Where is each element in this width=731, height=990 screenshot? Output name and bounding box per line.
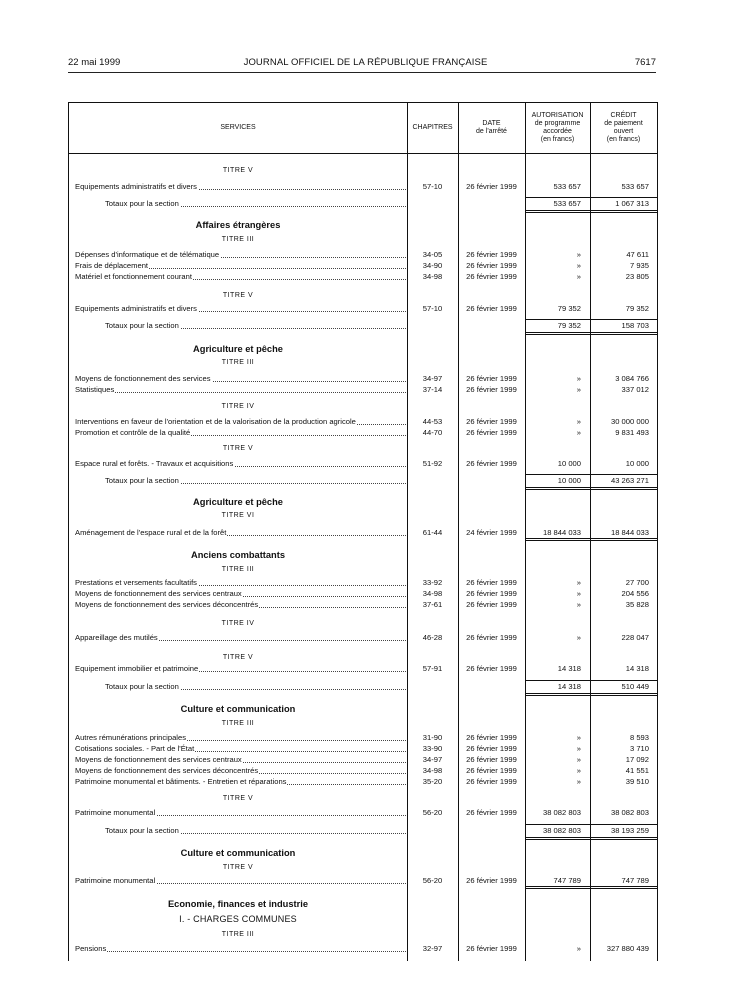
chapitre-cell: 33-92 — [422, 578, 443, 587]
chapitre-cell: 35-20 — [422, 777, 443, 786]
titre-heading — [69, 443, 657, 454]
chapitre-cell: 56-20 — [422, 808, 443, 817]
total-row — [69, 198, 657, 209]
titre-label: TITRE V — [222, 445, 254, 452]
service-cell — [75, 249, 406, 260]
titre-label: TITRE V — [222, 795, 254, 802]
service-label: Totaux pour la section — [105, 476, 179, 485]
service-label: Cotisations sociales. - Part de l'État — [75, 744, 195, 753]
autorisation-cell: » — [576, 633, 581, 642]
service-label: Totaux pour la section — [105, 321, 179, 330]
credit-cell: 38 193 259 — [610, 826, 649, 835]
titre-label: TITRE III — [221, 566, 255, 573]
table-row — [69, 527, 657, 538]
credit-cell: 533 657 — [621, 182, 649, 191]
date-cell: 26 février 1999 — [466, 428, 517, 437]
credit-cell: 510 449 — [621, 682, 649, 691]
date-cell: 26 février 1999 — [466, 304, 517, 313]
section-heading — [69, 343, 657, 356]
service-cell — [75, 943, 406, 954]
service-cell — [75, 599, 406, 610]
autorisation-cell: » — [576, 944, 581, 953]
service-label: Moyens de fonctionnement des services déconcentrés — [75, 766, 259, 775]
autorisation-cell: » — [576, 272, 581, 281]
date-cell: 26 février 1999 — [466, 250, 517, 259]
section-heading — [69, 847, 657, 860]
credit-cell: 35 828 — [625, 600, 649, 609]
date-cell: 24 février 1999 — [466, 528, 517, 537]
service-label: Equipements administratifs et divers — [75, 182, 197, 191]
header-rule — [68, 72, 656, 73]
section-label: Anciens combattants — [190, 550, 286, 560]
table-row — [69, 599, 657, 610]
service-cell — [75, 663, 406, 674]
chapitre-cell: 34-98 — [422, 766, 443, 775]
service-label: Prestations et versements facultatifs — [75, 578, 197, 587]
service-cell — [75, 416, 406, 427]
service-cell — [75, 527, 406, 538]
titre-heading — [69, 165, 657, 176]
double-rule — [525, 886, 657, 889]
header-date: 22 mai 1999 — [68, 57, 121, 68]
titre-heading — [69, 718, 657, 729]
credit-cell: 3 710 — [629, 744, 649, 753]
service-label: Moyens de fonctionnement des services — [75, 374, 211, 383]
credit-cell: 27 700 — [625, 578, 649, 587]
header-rule-bottom — [69, 153, 657, 154]
autorisation-cell: 79 352 — [557, 321, 581, 330]
double-rule — [525, 693, 657, 696]
titre-heading — [69, 793, 657, 804]
credit-cell: 38 082 803 — [610, 808, 649, 817]
date-cell: 26 février 1999 — [466, 766, 517, 775]
titre-label: TITRE IV — [221, 403, 255, 410]
date-cell: 26 février 1999 — [466, 876, 517, 885]
credit-cell: 14 318 — [625, 664, 649, 673]
credit-cell: 9 831 493 — [615, 428, 649, 437]
titre-label: TITRE IV — [221, 620, 255, 627]
autorisation-cell: » — [576, 261, 581, 270]
service-cell — [75, 588, 406, 599]
subsection-heading — [69, 914, 657, 925]
table-row — [69, 743, 657, 754]
credit-cell: 41 551 — [625, 766, 649, 775]
autorisation-cell: » — [576, 733, 581, 742]
autorisation-cell: » — [576, 428, 581, 437]
section-heading — [69, 898, 657, 911]
page-number: 7617 — [634, 57, 656, 68]
total-label — [105, 198, 406, 209]
total-row — [69, 475, 657, 486]
chapitre-cell: 46-28 — [422, 633, 443, 642]
credit-cell: 23 805 — [625, 272, 649, 281]
table-row — [69, 427, 657, 438]
service-cell — [75, 743, 406, 754]
titre-heading — [69, 618, 657, 629]
titre-heading — [69, 234, 657, 245]
credit-cell: 8 593 — [629, 733, 649, 742]
service-cell — [75, 754, 406, 765]
table-row — [69, 663, 657, 674]
date-cell: 26 février 1999 — [466, 578, 517, 587]
service-label: Autres rémunérations principales — [75, 733, 187, 742]
table-row — [69, 765, 657, 776]
column-header-autorisation: AUTORISATION de programme accordée (en francs) — [531, 112, 584, 143]
chapitre-cell: 31-90 — [422, 733, 443, 742]
autorisation-cell: » — [576, 374, 581, 383]
section-heading — [69, 549, 657, 562]
chapitre-cell: 61-44 — [422, 528, 443, 537]
table-row — [69, 807, 657, 818]
chapitre-cell: 34-05 — [422, 250, 443, 259]
service-label: Equipements administratifs et divers — [75, 304, 197, 313]
credit-cell: 10 000 — [625, 459, 649, 468]
service-label: Patrimoine monumental — [75, 876, 156, 885]
table-row — [69, 732, 657, 743]
autorisation-cell: 38 082 803 — [542, 808, 581, 817]
service-label: Patrimoine monumental et bâtiments. - Entretien et réparations — [75, 777, 287, 786]
titre-heading — [69, 652, 657, 663]
date-cell: 26 février 1999 — [466, 374, 517, 383]
date-cell: 26 février 1999 — [466, 664, 517, 673]
autorisation-cell: 747 789 — [553, 876, 581, 885]
titre-heading — [69, 862, 657, 873]
total-row — [69, 681, 657, 692]
section-heading — [69, 496, 657, 509]
service-cell — [75, 384, 406, 395]
table-row — [69, 577, 657, 588]
chapitre-cell: 44-70 — [422, 428, 443, 437]
credit-cell: 3 084 766 — [615, 374, 649, 383]
chapitre-cell: 44-53 — [422, 417, 443, 426]
budget-table — [68, 102, 658, 961]
service-label: Moyens de fonctionnement des services centraux — [75, 589, 242, 598]
chapitre-cell: 57-10 — [422, 304, 443, 313]
section-heading — [69, 703, 657, 716]
date-cell: 26 février 1999 — [466, 733, 517, 742]
service-cell — [75, 732, 406, 743]
credit-cell: 7 935 — [629, 261, 649, 270]
service-label: Interventions en faveur de l'orientation et de la valorisation de la production agricole — [75, 417, 356, 426]
column-header-date: DATE de l'arrêté — [476, 120, 507, 135]
autorisation-cell: 14 318 — [557, 682, 581, 691]
date-cell: 26 février 1999 — [466, 182, 517, 191]
date-cell: 26 février 1999 — [466, 633, 517, 642]
date-cell: 26 février 1999 — [466, 944, 517, 953]
service-label: Dépenses d'informatique et de télématique — [75, 250, 220, 259]
service-cell — [75, 875, 406, 886]
chapitre-cell: 32-97 — [422, 944, 443, 953]
section-label: Culture et communication — [180, 848, 296, 858]
credit-cell: 30 000 000 — [610, 417, 649, 426]
chapitre-cell: 34-97 — [422, 755, 443, 764]
date-cell: 26 février 1999 — [466, 417, 517, 426]
table-row — [69, 875, 657, 886]
date-cell: 26 février 1999 — [466, 755, 517, 764]
titre-label: TITRE V — [222, 654, 254, 661]
column-header-services: SERVICES — [220, 124, 256, 131]
service-cell — [75, 181, 406, 192]
titre-heading — [69, 929, 657, 940]
date-cell: 26 février 1999 — [466, 272, 517, 281]
total-label — [105, 825, 406, 836]
date-cell: 26 février 1999 — [466, 261, 517, 270]
service-label: Moyens de fonctionnement des services déconcentrés — [75, 600, 259, 609]
table-row — [69, 458, 657, 469]
section-heading — [69, 219, 657, 232]
autorisation-cell: » — [576, 777, 581, 786]
service-label: Pensions — [75, 944, 107, 953]
chapitre-cell: 34-90 — [422, 261, 443, 270]
service-label: Espace rural et forêts. - Travaux et acquisitions — [75, 459, 234, 468]
table-row — [69, 384, 657, 395]
credit-cell: 1 067 313 — [615, 199, 649, 208]
total-row — [69, 825, 657, 836]
autorisation-cell: 38 082 803 — [542, 826, 581, 835]
column-header-chapitres: CHAPITRES — [412, 124, 453, 131]
service-label: Matériel et fonctionnement courant — [75, 272, 192, 281]
total-label — [105, 475, 406, 486]
service-cell — [75, 577, 406, 588]
credit-cell: 337 012 — [621, 385, 649, 394]
credit-cell: 158 703 — [621, 321, 649, 330]
chapitre-cell: 57-91 — [422, 664, 443, 673]
table-row — [69, 249, 657, 260]
total-label — [105, 320, 406, 331]
section-label: Culture et communication — [180, 704, 296, 714]
service-label: Patrimoine monumental — [75, 808, 156, 817]
service-label: Frais de déplacement — [75, 261, 149, 270]
titre-label: TITRE III — [221, 720, 255, 727]
autorisation-cell: 533 657 — [553, 199, 581, 208]
credit-cell: 18 844 033 — [610, 528, 649, 537]
titre-label: TITRE III — [221, 236, 255, 243]
table-row — [69, 181, 657, 192]
service-label: Totaux pour la section — [105, 826, 179, 835]
chapitre-cell: 37-14 — [422, 385, 443, 394]
service-cell — [75, 260, 406, 271]
section-label: Agriculture et pêche — [193, 497, 283, 507]
autorisation-cell: » — [576, 600, 581, 609]
credit-cell: 47 611 — [626, 250, 649, 259]
chapitre-cell: 34-97 — [422, 374, 443, 383]
section-label: Affaires étrangères — [195, 220, 281, 230]
date-cell: 26 février 1999 — [466, 589, 517, 598]
table-row — [69, 754, 657, 765]
date-cell: 26 février 1999 — [466, 808, 517, 817]
autorisation-cell: 10 000 — [557, 476, 581, 485]
service-label: Totaux pour la section — [105, 199, 179, 208]
autorisation-cell: » — [576, 744, 581, 753]
table-row — [69, 373, 657, 384]
table-row — [69, 588, 657, 599]
titre-label: TITRE VI — [221, 512, 255, 519]
service-label: Moyens de fonctionnement des services centraux — [75, 755, 242, 764]
autorisation-cell: 533 657 — [553, 182, 581, 191]
service-label: Appareillage des mutilés — [75, 633, 158, 642]
table-row — [69, 632, 657, 643]
chapitre-cell: 51-92 — [422, 459, 443, 468]
service-cell — [75, 303, 406, 314]
service-label: Aménagement de l'espace rural et de la forêt — [75, 528, 227, 537]
table-row — [69, 260, 657, 271]
autorisation-cell: » — [576, 385, 581, 394]
section-label: Economie, finances et industrie — [167, 899, 308, 909]
service-label: Statistiques — [75, 385, 115, 394]
chapitre-cell: 34-98 — [422, 272, 443, 281]
double-rule — [525, 487, 657, 490]
total-row — [69, 320, 657, 331]
titre-label: TITRE V — [222, 292, 254, 299]
total-label — [105, 681, 406, 692]
service-label: Promotion et contrôle de la qualité — [75, 428, 191, 437]
table-row — [69, 271, 657, 282]
titre-heading — [69, 510, 657, 521]
service-cell — [75, 458, 406, 469]
double-rule — [525, 837, 657, 840]
date-cell: 26 février 1999 — [466, 777, 517, 786]
titre-heading — [69, 401, 657, 412]
chapitre-cell: 57-10 — [422, 182, 443, 191]
autorisation-cell: » — [576, 766, 581, 775]
table-row — [69, 943, 657, 954]
date-cell: 26 février 1999 — [466, 385, 517, 394]
chapitre-cell: 34-98 — [422, 589, 443, 598]
credit-cell: 79 352 — [625, 304, 649, 313]
autorisation-cell: 14 318 — [557, 664, 581, 673]
table-row — [69, 416, 657, 427]
autorisation-cell: » — [576, 578, 581, 587]
service-cell — [75, 765, 406, 776]
subsection-label: I. - CHARGES COMMUNES — [179, 914, 297, 924]
table-row — [69, 776, 657, 787]
credit-cell: 204 556 — [621, 589, 649, 598]
autorisation-cell: » — [576, 417, 581, 426]
titre-label: TITRE V — [222, 167, 254, 174]
column-header-credit: CRÉDIT de paiement ouvert (en francs) — [604, 112, 643, 143]
autorisation-cell: » — [576, 589, 581, 598]
credit-cell: 228 047 — [621, 633, 649, 642]
autorisation-cell: 10 000 — [557, 459, 581, 468]
credit-cell: 39 510 — [625, 777, 649, 786]
titre-heading — [69, 564, 657, 575]
autorisation-cell: » — [576, 755, 581, 764]
titre-label: TITRE III — [221, 931, 255, 938]
date-cell: 26 février 1999 — [466, 459, 517, 468]
chapitre-cell: 33-90 — [422, 744, 443, 753]
double-rule — [525, 538, 657, 541]
header-title: JOURNAL OFFICIEL DE LA RÉPUBLIQUE FRANÇAISE — [243, 57, 488, 68]
date-cell: 26 février 1999 — [466, 600, 517, 609]
service-label: Equipement immobilier et patrimoine — [75, 664, 199, 673]
credit-cell: 17 092 — [625, 755, 649, 764]
autorisation-cell: 18 844 033 — [542, 528, 581, 537]
service-cell — [75, 427, 406, 438]
service-cell — [75, 373, 406, 384]
leader-dots — [75, 951, 406, 952]
service-cell — [75, 271, 406, 282]
double-rule — [525, 332, 657, 335]
chapitre-cell: 56-20 — [422, 876, 443, 885]
titre-heading — [69, 290, 657, 301]
service-label: Totaux pour la section — [105, 682, 179, 691]
service-cell — [75, 807, 406, 818]
autorisation-cell: » — [576, 250, 581, 259]
leader-dots — [75, 392, 406, 393]
credit-cell: 327 880 439 — [606, 944, 649, 953]
double-rule — [525, 210, 657, 213]
titre-label: TITRE V — [222, 864, 254, 871]
section-label: Agriculture et pêche — [193, 344, 283, 354]
titre-label: TITRE III — [221, 359, 255, 366]
credit-cell: 747 789 — [621, 876, 649, 885]
autorisation-cell: 79 352 — [557, 304, 581, 313]
chapitre-cell: 37-61 — [422, 600, 443, 609]
titre-heading — [69, 357, 657, 368]
service-cell — [75, 632, 406, 643]
service-cell — [75, 776, 406, 787]
date-cell: 26 février 1999 — [466, 744, 517, 753]
table-row — [69, 303, 657, 314]
credit-cell: 43 263 271 — [610, 476, 649, 485]
